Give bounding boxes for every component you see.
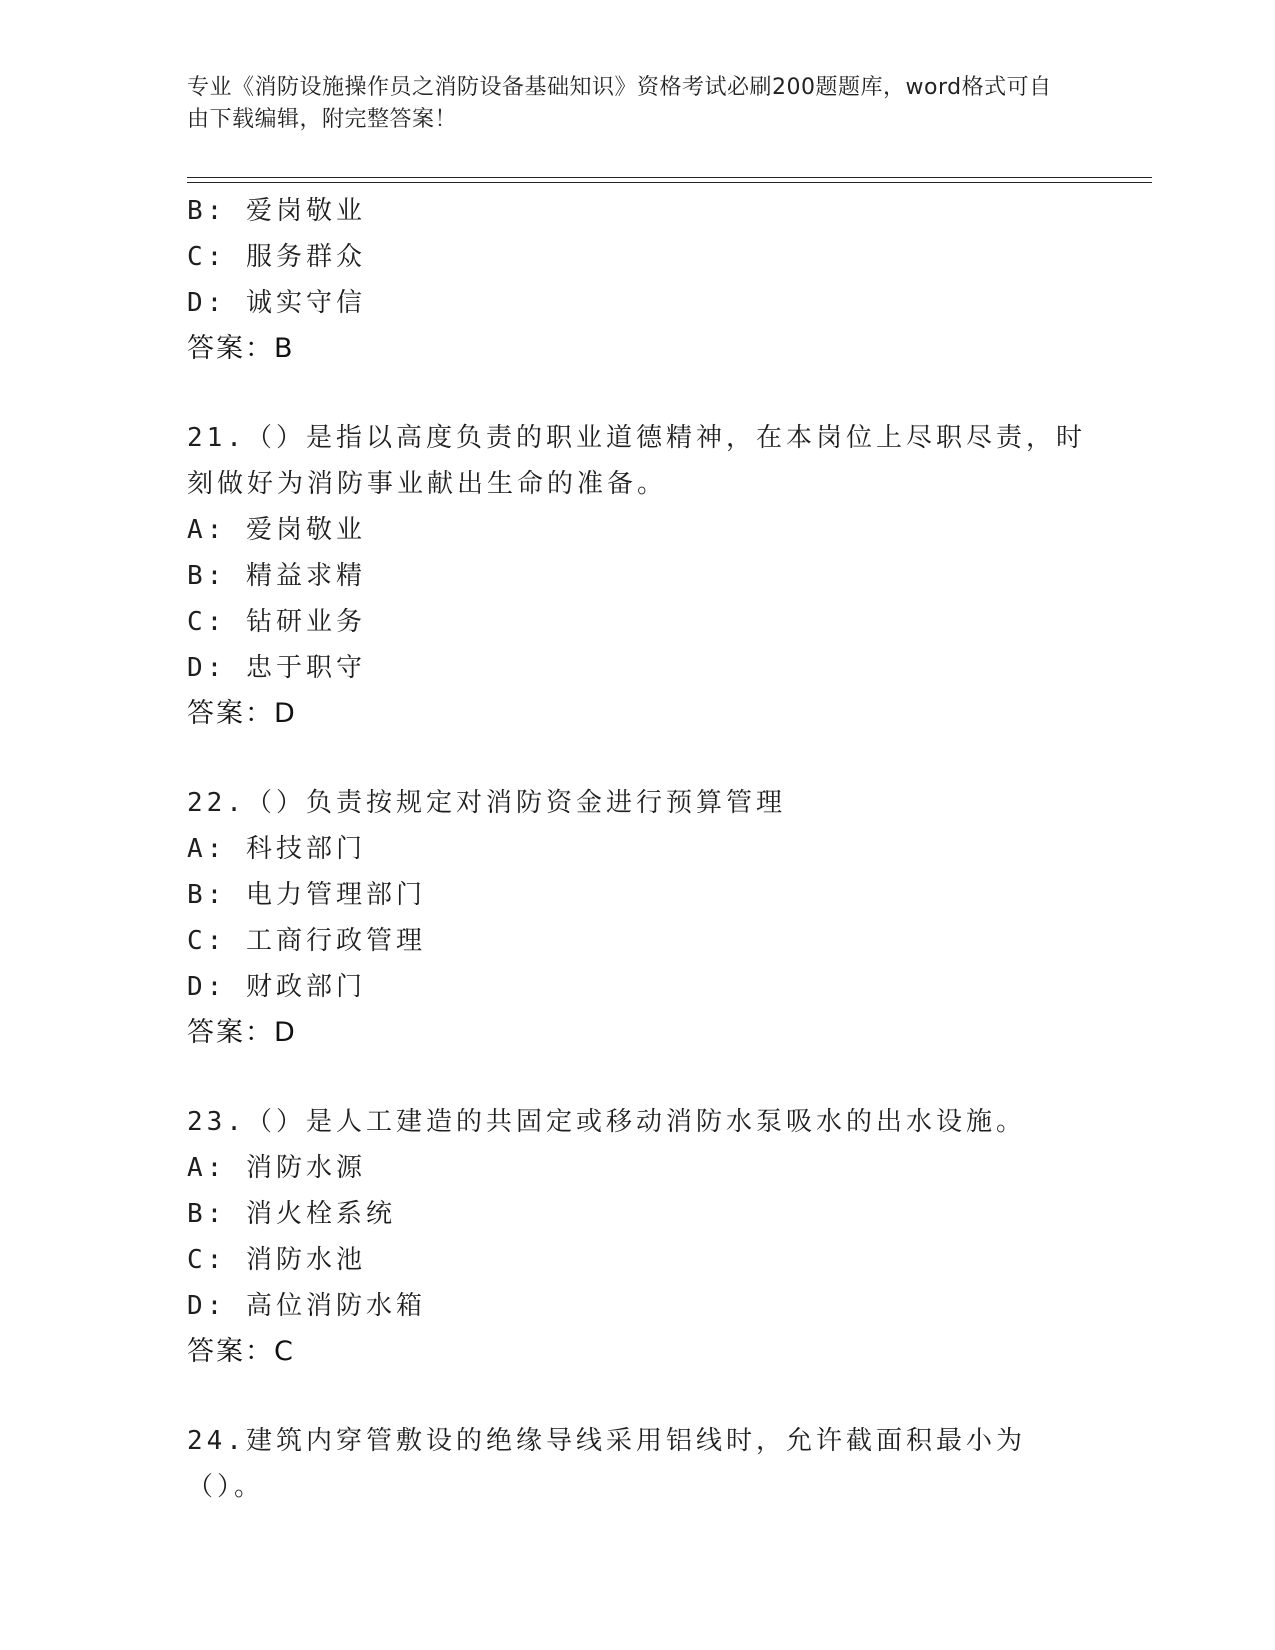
question-23 — [187, 1099, 1087, 1375]
option-d: D: 诚实守信 — [187, 288, 366, 318]
option-b: B: 爱岗敬业 — [187, 196, 366, 226]
question-21 — [187, 415, 1087, 737]
option-d: D: 忠于职守 — [187, 653, 366, 683]
option-b: B: 电力管理部门 — [187, 880, 426, 910]
answer-line: 答案：B — [187, 333, 295, 364]
question-text: 21.（）是指以高度负责的职业道德精神，在本岗位上尽职尽责，时刻做好为消防事业献出生命的准备。 — [187, 423, 1086, 499]
question-text: 24.建筑内穿管敷设的绝缘导线采用铝线时，允许截面积最小为（）。 — [187, 1426, 1026, 1502]
option-c: C: 消防水池 — [187, 1245, 366, 1275]
option-a: A: 消防水源 — [187, 1153, 366, 1183]
option-b: B: 消火栓系统 — [187, 1199, 396, 1229]
answer-line: 答案：C — [187, 1336, 295, 1367]
question-text: 22.（）负责按规定对消防资金进行预算管理 — [187, 788, 786, 818]
prev-question-options — [187, 188, 1087, 372]
option-b: B: 精益求精 — [187, 561, 366, 591]
question-22 — [187, 780, 1087, 1056]
header-title: 专业《消防设施操作员之消防设备基础知识》资格考试必刷200题题库，word格式可自由下载编辑，附完整答案！ — [187, 75, 1052, 132]
option-c: C: 工商行政管理 — [187, 926, 426, 956]
header-rule — [187, 177, 1152, 183]
option-d: D: 高位消防水箱 — [187, 1291, 426, 1321]
option-d: D: 财政部门 — [187, 972, 366, 1002]
page-header — [187, 72, 1067, 136]
option-c: C: 钻研业务 — [187, 607, 366, 637]
question-24 — [187, 1418, 1087, 1510]
option-a: A: 爱岗敬业 — [187, 515, 366, 545]
question-text: 23.（）是人工建造的共固定或移动消防水泵吸水的出水设施。 — [187, 1107, 1026, 1137]
option-c: C: 服务群众 — [187, 242, 366, 272]
answer-line: 答案：D — [187, 698, 297, 729]
answer-line: 答案：D — [187, 1017, 297, 1048]
question-list — [187, 188, 1087, 1510]
option-a: A: 科技部门 — [187, 834, 366, 864]
